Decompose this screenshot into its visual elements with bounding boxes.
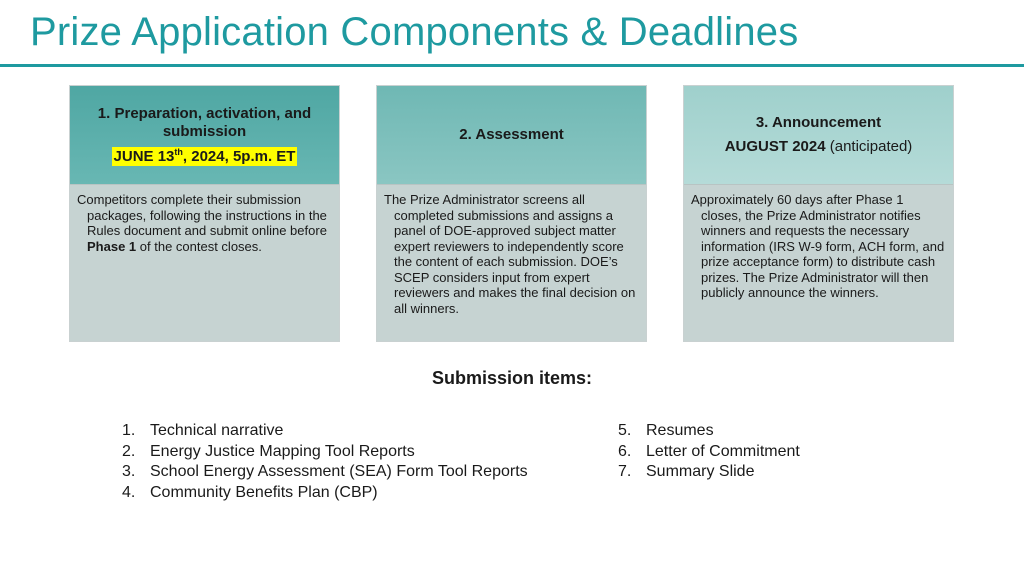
list-item: [618, 442, 800, 463]
list-item: [122, 462, 528, 483]
list-number: 3.: [122, 463, 136, 480]
deadline-highlight: [112, 147, 298, 166]
list-item: [122, 483, 528, 504]
list-text: Technical narrative: [150, 422, 284, 439]
deadline-date: JUNE 13: [113, 147, 175, 165]
submission-items-heading: Submission items:: [431, 368, 593, 388]
list-text: Resumes: [646, 422, 714, 439]
list-number: 2.: [122, 442, 136, 460]
phase-text: The Prize Administrator screens all completed submissions and assigns a panel of DOE-approved subject matter expert reviewers to independently score the content of each submission. DOE’s SCEP considers input from expert reviewers and makes the final decision on all winners.: [384, 192, 636, 316]
submission-list-left: [122, 421, 528, 503]
list-text: Community Benefits Plan (CBP): [150, 483, 378, 501]
phase-description: [377, 185, 646, 316]
list-text: School Energy Assessment (SEA) Form Tool Reports: [150, 463, 528, 480]
phase-card-announcement: [683, 85, 954, 342]
list-text: Summary Slide: [646, 463, 755, 480]
list-number: 7.: [618, 463, 632, 480]
phase-header: [377, 86, 646, 185]
phase-card-preparation: [69, 85, 340, 342]
list-item: [618, 462, 800, 483]
phase-text: Approximately 60 days after Phase 1 closes, the Prize Administrator notifies winners and requests the necessary information (IRS W-9 form, ACH form, and prize acceptance form) to distribute cash prizes. The Prize Administrator will then publicly announce the winners.: [691, 192, 945, 300]
list-number: 4.: [122, 483, 136, 501]
list-text: Energy Justice Mapping Tool Reports: [150, 442, 415, 460]
list-item: [122, 442, 528, 463]
list-number: 5.: [618, 422, 632, 439]
phase-title: 2. Assessment: [459, 126, 564, 143]
list-text: Letter of Commitment: [646, 442, 800, 460]
phase-header: [70, 86, 339, 185]
phase-description: [70, 185, 339, 254]
list-item: [618, 421, 800, 442]
title-divider: [0, 64, 1024, 67]
list-number: 1.: [122, 422, 136, 439]
phase-header: [684, 86, 953, 185]
phase-title: 3. Announcement: [755, 114, 882, 131]
phase-text: Competitors complete their submission packages, following the instructions in the Rules document and submit online before: [77, 192, 327, 238]
list-number: 6.: [618, 442, 632, 460]
list-item: [122, 421, 528, 442]
phase-text-end: of the contest closes.: [136, 238, 262, 254]
submission-list-right: [618, 421, 800, 483]
phase-card-assessment: [376, 85, 647, 342]
phase-title: 1. Preparation, activation, and submission: [97, 104, 312, 140]
phase-text-bold: Phase 1: [87, 238, 137, 254]
deadline-date-suffix: th: [174, 146, 183, 157]
announcement-date: [725, 138, 913, 156]
announcement-note: (anticipated): [825, 138, 913, 155]
announcement-month: AUGUST 2024: [724, 138, 826, 155]
page-title: Prize Application Components & Deadlines: [30, 10, 799, 54]
deadline-time: , 2024, 5p.m. ET: [182, 147, 296, 165]
phase-description: [684, 185, 953, 301]
